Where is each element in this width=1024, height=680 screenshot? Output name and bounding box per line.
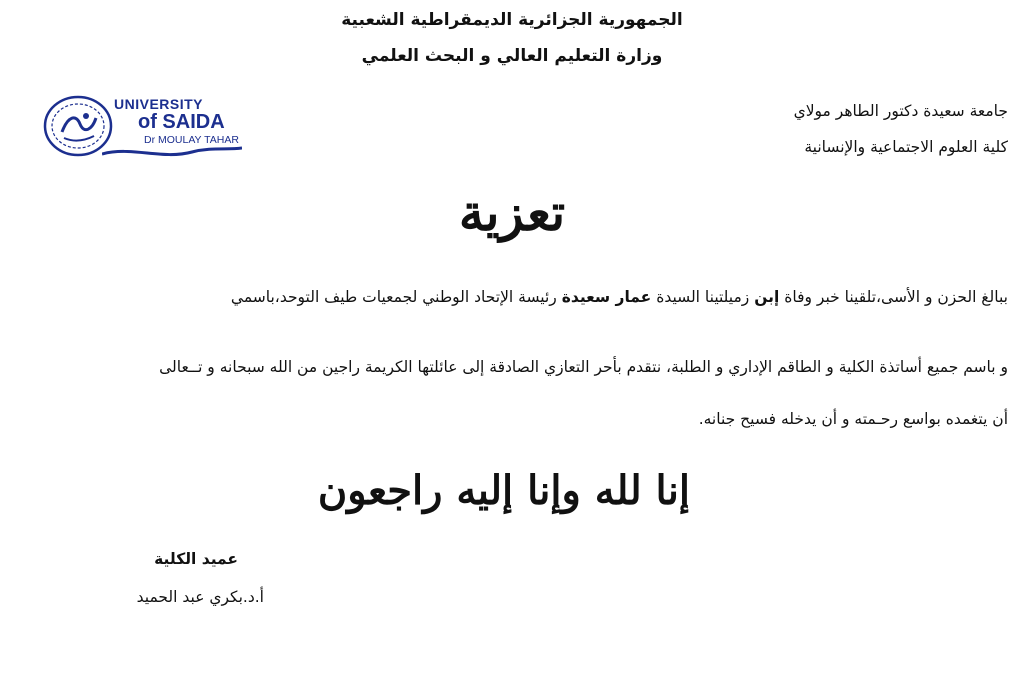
body-line-1 <box>231 288 1008 306</box>
body-line-3: أن يتغمده بواسع رحـمته و أن يدخله فسيح جنانه. <box>698 410 1008 428</box>
logo-swoosh-icon <box>102 144 242 160</box>
ministry-header: وزارة التعليم العالي و البحث العلمي <box>361 46 663 66</box>
body-line-1-part-c: زميلتينا السيدة <box>656 288 750 306</box>
signature-name: أ.د.بكري عبد الحميد <box>136 588 264 606</box>
logo-line-moulay-tahar: Dr MOULAY TAHAR <box>144 134 239 146</box>
university-name: جامعة سعيدة دكتور الطاهر مولاي <box>793 102 1008 120</box>
university-logo <box>42 94 242 162</box>
body-line-1-part-d: عمار سعيدة <box>561 288 652 306</box>
body-line-1-part-b: إبن <box>754 288 780 306</box>
logo-line-university: UNIVERSITY <box>114 96 204 112</box>
signature-title: عميد الكلية <box>154 550 238 568</box>
body-line-1-part-a: ببالغ الحزن و الأسى،تلقينا خبر وفاة <box>784 288 1008 306</box>
logo-line-saida: of SAIDA <box>138 111 225 133</box>
quran-verse-text: إنا لله وإنا إليه راجعون <box>317 467 690 514</box>
body-line-1-part-e: رئيسة الإتحاد الوطني لجمعيات طيف التوحد،باسمي <box>230 288 557 306</box>
quran-verse-calligraphy <box>317 450 690 532</box>
republic-header: الجمهورية الجزائرية الديمقراطية الشعبية <box>341 10 683 30</box>
page-title: تعزية <box>458 183 566 242</box>
body-line-2: و باسم جميع أساتذة الكلية و الطاقم الإداري و الطلبة، نتقدم بأحر التعازي الصادقة إلى عائلتها الكريمة راجين من الله سبحانه و تــعالى <box>159 358 1008 376</box>
faculty-name: كلية العلوم الاجتماعية والإنسانية <box>804 138 1008 156</box>
